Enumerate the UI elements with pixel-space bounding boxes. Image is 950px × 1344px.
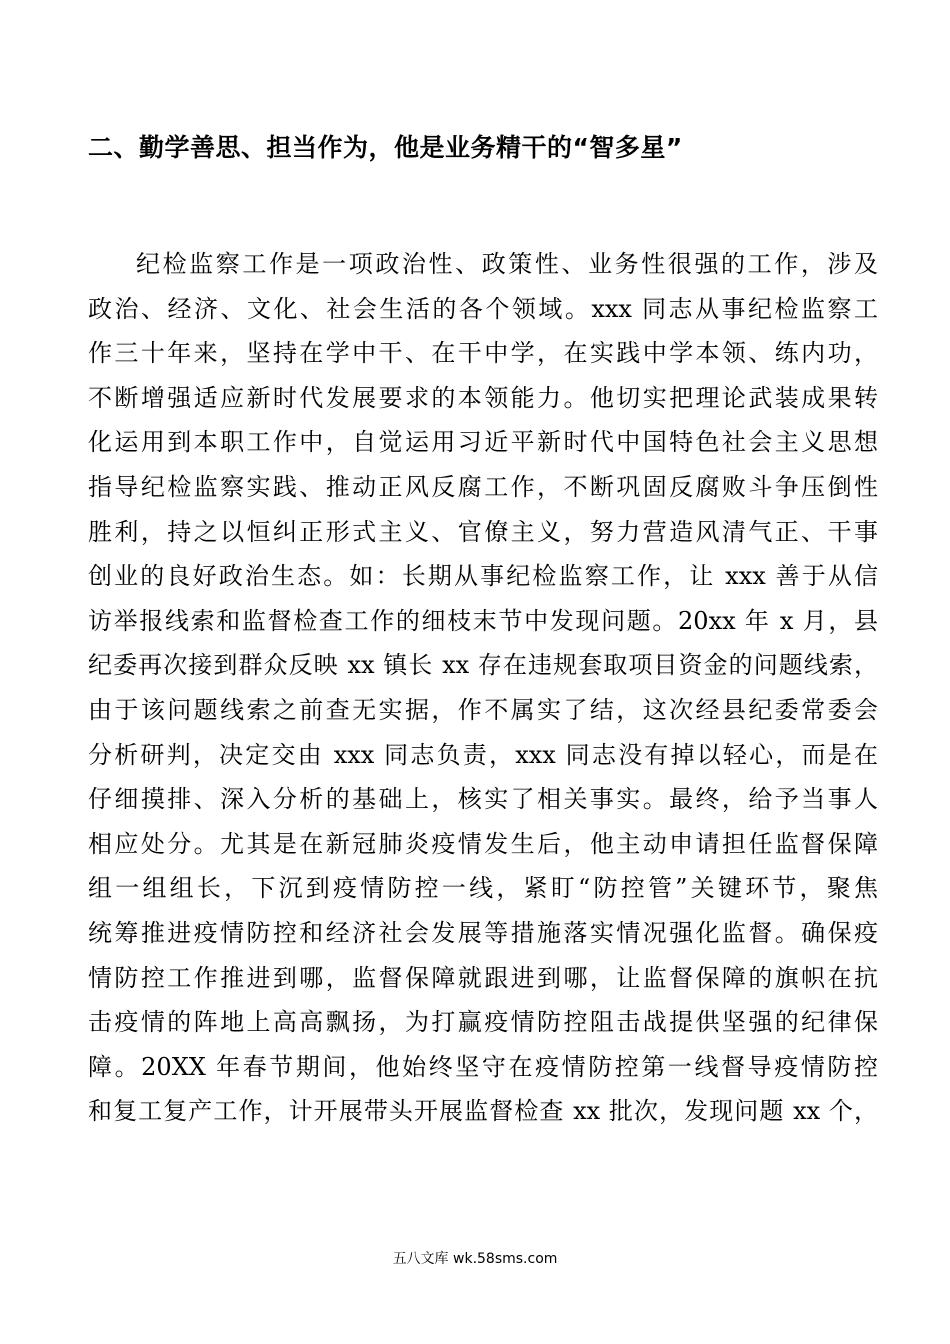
text-line: 分析研判，决定交由 xxx 同志负责，xxx 同志没有掉以轻心，而是在 <box>88 740 878 769</box>
text-line: 由于该问题线索之前查无实据，作不属实了结，这次经县纪委常委会 <box>88 695 878 724</box>
text-line: 情防控工作推进到哪，监督保障就跟进到哪，让监督保障的旗帜在抗 <box>88 963 878 992</box>
text-line: 组一组组长，下沉到疫情防控一线，紧盯“防控管”关键环节，聚焦 <box>88 874 878 903</box>
text-line: 作三十年来，坚持在学中干、在干中学，在实践中学本领、练内功， <box>88 339 878 368</box>
text-line: 纪检监察工作是一项政治性、政策性、业务性很强的工作，涉及 <box>136 250 878 278</box>
text-line: 相应处分。尤其是在新冠肺炎疫情发生后，他主动申请担任监督保障 <box>88 829 878 858</box>
section-heading: 二、勤学善思、担当作为，他是业务精干的“智多星” <box>88 133 683 162</box>
text-line: 指导纪检监察实践、推动正风反腐工作，不断巩固反腐败斗争压倒性 <box>88 472 878 501</box>
text-line: 访举报线索和监督检查工作的细枝末节中发现问题。20xx 年 x 月，县 <box>88 606 878 635</box>
text-line: 仔细摸排、深入分析的基础上，核实了相关事实。最终，给予当事人 <box>88 785 878 814</box>
text-line: 击疫情的阵地上高高飘扬，为打赢疫情防控阻击战提供坚强的纪律保 <box>88 1008 878 1037</box>
text-line: 和复工复产工作，计开展带头开展监督检查 xx 批次，发现问题 xx 个， <box>88 1097 878 1126</box>
text-line: 不断增强适应新时代发展要求的本领能力。他切实把理论武装成果转 <box>88 383 878 412</box>
text-line: 政治、经济、文化、社会生活的各个领域。xxx 同志从事纪检监察工 <box>88 294 878 323</box>
text-line: 胜利，持之以恒纠正形式主义、官僚主义，努力营造风清气正、干事 <box>88 517 878 546</box>
text-line: 障。20XX 年春节期间，他始终坚守在疫情防控第一线督导疫情防控 <box>88 1052 878 1081</box>
text-line: 创业的良好政治生态。如：长期从事纪检监察工作，让 xxx 善于从信 <box>88 562 878 591</box>
text-line: 纪委再次接到群众反映 xx 镇长 xx 存在违规套取项目资金的问题线索， <box>88 651 878 680</box>
footer-watermark: 五八文库 wk.58sms.com <box>392 1251 558 1267</box>
body-paragraph <box>88 242 878 1134</box>
text-line: 化运用到本职工作中，自觉运用习近平新时代中国特色社会主义思想 <box>88 428 878 457</box>
text-line: 统筹推进疫情防控和经济社会发展等措施落实情况强化监督。确保疫 <box>88 918 878 947</box>
